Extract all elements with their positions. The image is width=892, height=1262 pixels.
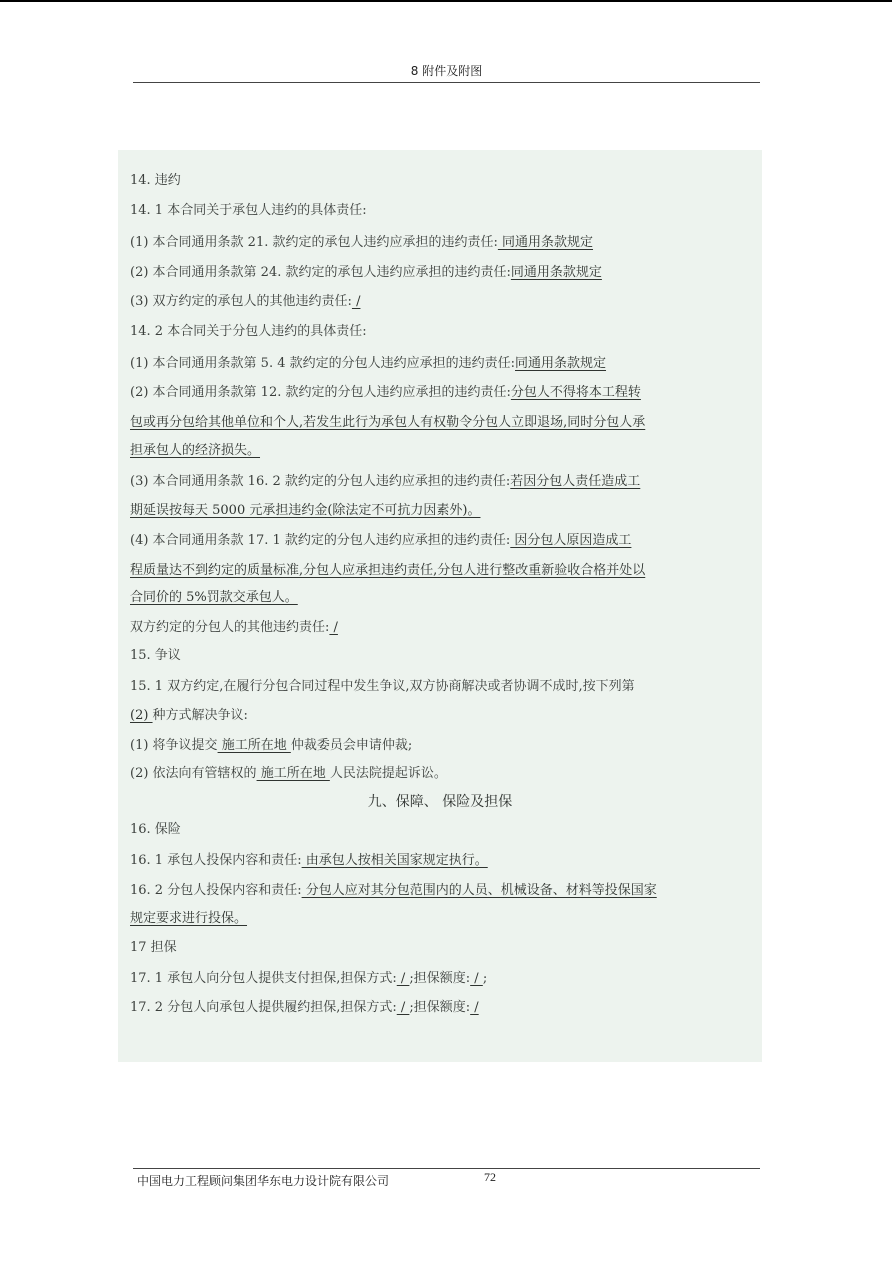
heading-15: 15. 争议 bbox=[130, 648, 181, 663]
clause-15-1-cont: (2) 种方式解决争议: bbox=[130, 708, 248, 723]
clause-14-1-item-2: (2) 本合同通用条款第 24. 款约定的承包人违约应承担的违约责任:同通用条款规定 bbox=[130, 265, 602, 280]
clause-14-2-item-2: (2) 本合同通用条款第 12. 款约定的分包人违约应承担的违约责任:分包人不得将本工程转 bbox=[130, 385, 641, 400]
clause-14-2-item-4-cont: 程质量达不到约定的质量标准,分包人应承担违约责任,分包人进行整改重新验收合格并处以 bbox=[130, 563, 646, 578]
clause-14-2-item-3-cont: 期延误按每天 5000 元承担违约金(除法定不可抗力因素外)。 bbox=[130, 503, 481, 518]
clause-14-2: 14. 2 本合同关于分包人违约的具体责任: bbox=[130, 324, 367, 339]
clause-14-2-item-2-cont: 包或再分包给其他单位和个人,若发生此行为承包人有权勒令分包人立即退场,同时分包人承 bbox=[130, 415, 646, 430]
top-border bbox=[0, 0, 892, 2]
clause-17-1: 17. 1 承包人向分包人提供支付担保,担保方式: / ;担保额度: / ; bbox=[130, 971, 488, 986]
clause-15-1-item-2: (2) 依法向有管辖权的 施工所在地 人民法院提起诉讼。 bbox=[130, 766, 447, 781]
clause-16-2-cont: 规定要求进行投保。 bbox=[130, 911, 248, 926]
clause-14-1-item-1: (1) 本合同通用条款 21. 款约定的承包人违约应承担的违约责任: 同通用条款规定 bbox=[130, 235, 594, 250]
clause-14-2-item-3: (3) 本合同通用条款 16. 2 款约定的分包人违约应承担的违约责任:若因分包人责任造成工 bbox=[130, 474, 641, 489]
heading-17: 17 担保 bbox=[130, 940, 177, 955]
clause-14-2-other: 双方约定的分包人的其他违约责任: / bbox=[130, 620, 338, 635]
heading-16: 16. 保险 bbox=[130, 822, 181, 837]
clause-14-1-item-3: (3) 双方约定的承包人的其他违约责任: / bbox=[130, 294, 361, 309]
footer-company: 中国电力工程顾问集团华东电力设计院有限公司 bbox=[137, 1174, 390, 1188]
clause-16-2: 16. 2 分包人投保内容和责任: 分包人应对其分包范围内的人员、机械设备、材料等投保国家 bbox=[130, 883, 657, 898]
footer-divider bbox=[133, 1168, 760, 1169]
page-header: 8 附件及附图 bbox=[410, 64, 483, 78]
clause-16-1: 16. 1 承包人投保内容和责任: 由承包人按相关国家规定执行。 bbox=[130, 853, 488, 868]
clause-14-2-item-1: (1) 本合同通用条款第 5. 4 款约定的分包人违约应承担的违约责任:同通用条款规定 bbox=[130, 356, 607, 371]
clause-14-1: 14. 1 本合同关于承包人违约的具体责任: bbox=[130, 203, 367, 218]
page-number: 72 bbox=[484, 1170, 496, 1184]
clause-15-1: 15. 1 双方约定,在履行分包合同过程中发生争议,双方协商解决或者协调不成时,按下列第 bbox=[130, 679, 635, 694]
clause-15-1-item-1: (1) 将争议提交 施工所在地 仲裁委员会申请仲裁; bbox=[130, 738, 413, 753]
clause-14-2-item-4: (4) 本合同通用条款 17. 1 款约定的分包人违约应承担的违约责任: 因分包人原因造成工 bbox=[130, 533, 632, 548]
clause-17-2: 17. 2 分包人向承包人提供履约担保,担保方式: / ;担保额度: / bbox=[130, 1000, 479, 1015]
clause-14-2-item-2-end: 担承包人的经济损失。 bbox=[130, 443, 261, 458]
header-divider bbox=[133, 82, 760, 83]
scanned-contract-page bbox=[118, 150, 762, 1062]
clause-14-2-item-4-end: 合同价的 5%罚款交承包人。 bbox=[130, 590, 298, 605]
section-9-title: 九、保障、 保险及担保 bbox=[367, 794, 513, 810]
heading-14: 14. 违约 bbox=[130, 173, 181, 188]
